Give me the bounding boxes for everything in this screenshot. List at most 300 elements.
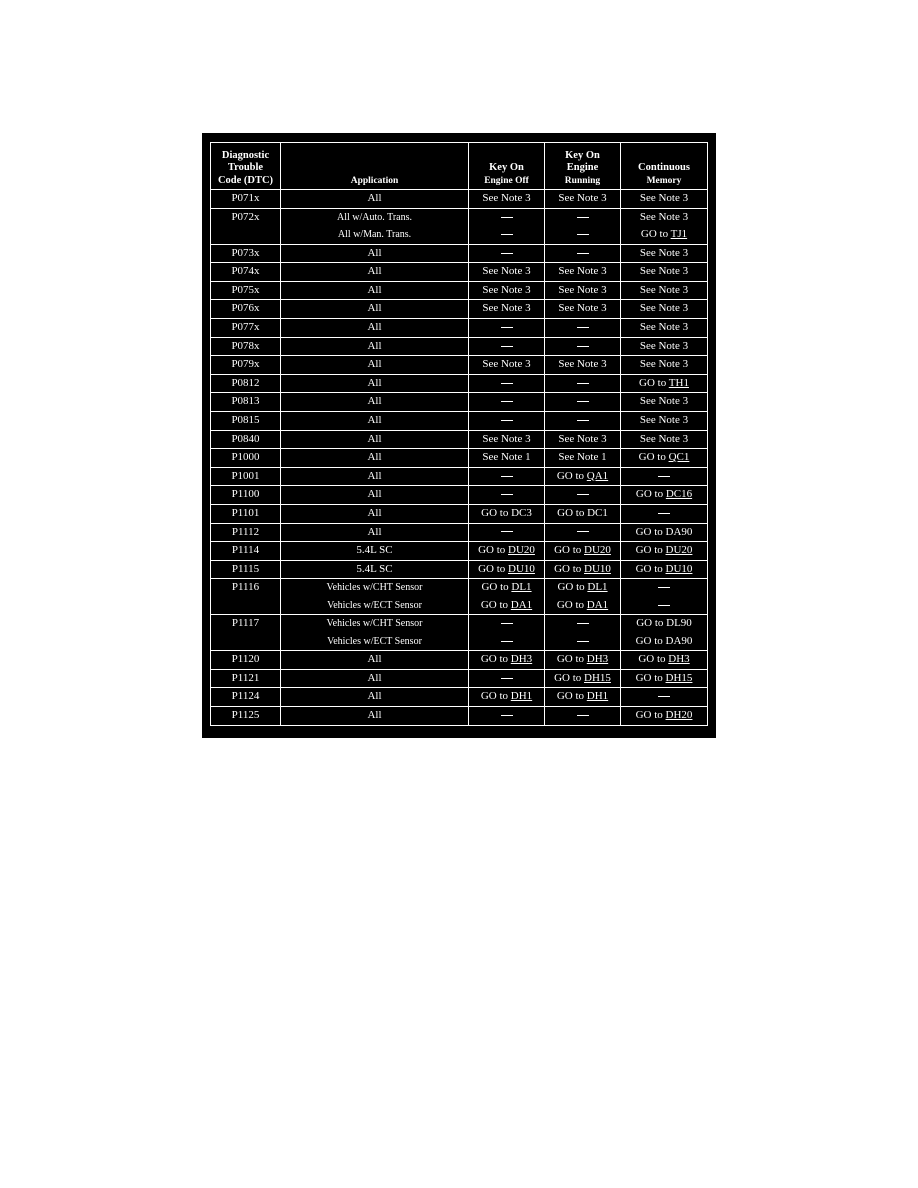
dtc-code: P0840: [211, 430, 281, 449]
mem-cell: [621, 467, 708, 486]
mem-value: See Note 3: [639, 432, 689, 445]
procedure-link-dh15[interactable]: DH15: [665, 671, 693, 684]
koeo-value: GO to DA1: [480, 598, 533, 611]
koeo-value: GO to DH1: [480, 690, 533, 703]
koeo-value: See Note 3: [482, 192, 531, 204]
koer-cell: [545, 208, 621, 244]
mem-value: See Note 3: [639, 283, 689, 296]
app-value: Vehicles w/ECT Sensor: [327, 599, 422, 611]
koeo-value: [501, 395, 513, 407]
koeo-value: See Note 1: [482, 451, 531, 464]
app-cell: [281, 542, 469, 561]
dtc-code: P1124: [211, 688, 281, 707]
app-cell: [281, 560, 469, 579]
koer-cell: [545, 411, 621, 430]
mem-value: GO to DC16: [635, 488, 693, 501]
app-value: All: [367, 469, 382, 482]
app-value: All w/Auto. Trans.: [336, 211, 412, 223]
procedure-link-du20[interactable]: DU20: [665, 544, 693, 557]
koeo-cell: [469, 467, 545, 486]
koer-cell: [545, 486, 621, 505]
mem-cell: [621, 688, 708, 707]
koer-cell: [545, 318, 621, 337]
koer-value: GO to DC1: [557, 506, 608, 519]
procedure-link-qa1[interactable]: QA1: [586, 469, 609, 482]
koer-cell: [545, 579, 621, 615]
dash-mark: [501, 476, 513, 477]
koeo-value: [501, 526, 513, 538]
app-value: Vehicles w/ECT Sensor: [327, 635, 422, 647]
koeo-cell: [469, 356, 545, 375]
procedure-link-dl1[interactable]: DL1: [511, 581, 532, 594]
mem-cell: [621, 523, 708, 542]
table-row: [211, 688, 708, 707]
procedure-link-dh3[interactable]: DH3: [668, 653, 690, 666]
app-value: All: [367, 709, 382, 722]
koer-value: [547, 633, 618, 651]
mem-value: See Note 3: [639, 246, 689, 259]
koeo-value: See Note 3: [482, 432, 531, 445]
koer-cell: [545, 300, 621, 319]
koeo-cell: [469, 504, 545, 523]
mem-value: GO to DA90: [635, 634, 693, 647]
header-dtc: Diagnostic Trouble Code (DTC): [211, 143, 281, 190]
dash-mark: [577, 234, 589, 235]
table-row: [211, 579, 708, 615]
dtc-code: P1116: [211, 579, 281, 615]
dash-mark: [577, 401, 589, 402]
koeo-value: GO to DL1: [481, 581, 532, 594]
mem-cell: [621, 504, 708, 523]
dtc-code: P1100: [211, 486, 281, 505]
koeo-value: [501, 470, 513, 482]
mem-value: GO to DH3: [638, 653, 690, 666]
mem-value: See Note 3: [639, 302, 689, 315]
koer-value: GO to DH15: [554, 671, 611, 684]
koer-value: GO to DU10: [554, 562, 611, 575]
app-value: All: [367, 506, 382, 519]
mem-value: [623, 579, 705, 597]
koeo-value: [471, 226, 542, 244]
dtc-table-panel: [202, 133, 716, 738]
dtc-code: P079x: [211, 356, 281, 375]
koer-cell: [545, 430, 621, 449]
mem-value: GO to DH20: [635, 709, 693, 722]
procedure-link-du10[interactable]: DU10: [584, 562, 611, 575]
mem-cell: [621, 651, 708, 670]
app-cell: [281, 356, 469, 375]
table-row: [211, 411, 708, 430]
app-value: All: [367, 265, 382, 278]
koer-cell: [545, 449, 621, 468]
table-row: [211, 300, 708, 319]
procedure-link-dh1[interactable]: DH1: [510, 690, 533, 703]
koeo-cell: [469, 560, 545, 579]
koeo-value: [501, 488, 513, 500]
mem-value: See Note 3: [639, 192, 689, 204]
koeo-value: See Note 3: [482, 283, 531, 296]
header-koeo: Key On Engine Off: [469, 143, 545, 190]
mem-value: [658, 507, 670, 519]
mem-cell: [621, 393, 708, 412]
dash-mark: [501, 217, 513, 218]
app-cell: [281, 393, 469, 412]
koeo-cell: [469, 337, 545, 356]
app-cell: [281, 579, 469, 615]
mem-cell: [621, 281, 708, 300]
dash-mark: [501, 383, 513, 384]
dtc-code: P1121: [211, 669, 281, 688]
koeo-cell: [469, 669, 545, 688]
mem-value: GO to TJ1: [640, 228, 688, 241]
table-row: [211, 669, 708, 688]
koer-cell: [545, 615, 621, 651]
koer-cell: [545, 504, 621, 523]
mem-value: GO to DU20: [635, 544, 693, 557]
app-value: All: [367, 413, 382, 426]
app-cell: [281, 486, 469, 505]
dash-mark: [658, 513, 670, 514]
header-application: Application: [281, 143, 469, 190]
koer-value: See Note 3: [558, 192, 607, 204]
app-value: All: [367, 690, 382, 703]
procedure-link-dh20[interactable]: DH20: [665, 709, 693, 722]
app-cell: [281, 707, 469, 726]
app-value: 5.4L SC: [356, 544, 393, 557]
app-cell: [281, 337, 469, 356]
dash-mark: [577, 383, 589, 384]
koeo-value: [471, 633, 542, 651]
dtc-code: P1112: [211, 523, 281, 542]
app-cell: [281, 615, 469, 651]
header-koer: Key On Engine Running: [545, 143, 621, 190]
dash-mark: [658, 476, 670, 477]
table-row: [211, 651, 708, 670]
mem-cell: [621, 615, 708, 651]
app-value: All: [367, 376, 382, 389]
app-value: All: [367, 302, 382, 315]
app-cell: [281, 208, 469, 244]
dash-mark: [501, 420, 513, 421]
dash-mark: [501, 327, 513, 328]
mem-value: See Note 3: [639, 339, 689, 352]
mem-cell: [621, 669, 708, 688]
mem-value: [658, 470, 670, 482]
dtc-code: P1120: [211, 651, 281, 670]
app-cell: [281, 523, 469, 542]
dash-mark: [501, 401, 513, 402]
app-value: Vehicles w/CHT Sensor: [326, 582, 423, 594]
koer-cell: [545, 374, 621, 393]
mem-value: See Note 3: [639, 320, 689, 333]
table-row: [211, 281, 708, 300]
dtc-code: P074x: [211, 263, 281, 282]
app-value: All: [367, 395, 382, 408]
mem-cell: [621, 560, 708, 579]
table-row: [211, 523, 708, 542]
dtc-code: P0812: [211, 374, 281, 393]
koer-cell: [545, 651, 621, 670]
app-value: 5.4L SC: [356, 562, 393, 575]
app-value: All: [367, 246, 382, 259]
table-row: [211, 356, 708, 375]
koeo-value: See Note 3: [482, 265, 531, 278]
koeo-value: GO to DH3: [480, 653, 533, 666]
dash-mark: [577, 253, 589, 254]
koer-value: [547, 209, 618, 227]
koer-cell: [545, 707, 621, 726]
koeo-cell: [469, 523, 545, 542]
procedure-link-du20[interactable]: DU20: [508, 544, 535, 557]
koer-value: [577, 377, 589, 389]
koeo-cell: [469, 615, 545, 651]
mem-cell: [621, 707, 708, 726]
mem-cell: [621, 244, 708, 263]
koer-cell: [545, 190, 621, 209]
procedure-link-da1[interactable]: DA1: [586, 598, 609, 611]
koer-cell: [545, 688, 621, 707]
koer-value: GO to DU20: [554, 544, 611, 557]
mem-value: GO to TH1: [639, 376, 689, 389]
dash-mark: [577, 494, 589, 495]
procedure-link-th1[interactable]: TH1: [668, 376, 689, 389]
mem-value: GO to DU10: [635, 562, 693, 575]
koer-cell: [545, 244, 621, 263]
koer-value: [577, 526, 589, 538]
koeo-cell: [469, 393, 545, 412]
table-header-row: [211, 143, 708, 190]
dash-mark: [577, 346, 589, 347]
mem-value: [623, 597, 705, 615]
koeo-cell: [469, 651, 545, 670]
koeo-value: See Note 3: [482, 302, 531, 315]
koer-value: [577, 488, 589, 500]
mem-cell: [621, 337, 708, 356]
table-row: [211, 208, 708, 244]
koer-value: See Note 3: [558, 302, 607, 315]
mem-value: GO to DH15: [635, 671, 693, 684]
mem-cell: [621, 542, 708, 561]
dash-mark: [501, 253, 513, 254]
koer-cell: [545, 393, 621, 412]
dash-mark: [501, 715, 513, 716]
table-row: [211, 318, 708, 337]
koeo-value: GO to DC3: [481, 506, 532, 519]
app-value: All: [367, 320, 382, 333]
procedure-link-qc1[interactable]: QC1: [668, 451, 690, 464]
table-row: [211, 190, 708, 209]
dtc-code: P075x: [211, 281, 281, 300]
app-value: All: [367, 432, 382, 445]
koer-value: [577, 340, 589, 352]
koer-value: [547, 226, 618, 244]
dtc-code: P078x: [211, 337, 281, 356]
koer-value: See Note 3: [558, 265, 607, 278]
mem-cell: [621, 430, 708, 449]
dash-mark: [501, 346, 513, 347]
mem-cell: [621, 190, 708, 209]
app-cell: [281, 467, 469, 486]
table-row: [211, 449, 708, 468]
table-row: [211, 504, 708, 523]
koeo-value: [501, 321, 513, 333]
app-cell: [281, 411, 469, 430]
app-value: All: [367, 283, 382, 296]
mem-value: See Note 3: [639, 358, 689, 371]
mem-value: [658, 690, 670, 702]
koer-value: See Note 3: [558, 358, 607, 371]
app-cell: [281, 281, 469, 300]
koeo-cell: [469, 244, 545, 263]
table-row: [211, 263, 708, 282]
table-row: [211, 615, 708, 651]
koer-value: See Note 1: [558, 451, 607, 464]
koer-cell: [545, 523, 621, 542]
mem-cell: [621, 300, 708, 319]
table-row: [211, 393, 708, 412]
table-row: [211, 244, 708, 263]
mem-cell: [621, 263, 708, 282]
dtc-code: P1125: [211, 707, 281, 726]
app-cell: [281, 449, 469, 468]
koer-value: GO to DH3: [556, 653, 609, 666]
koeo-cell: [469, 707, 545, 726]
koer-cell: [545, 669, 621, 688]
koeo-cell: [469, 318, 545, 337]
table-row: [211, 337, 708, 356]
procedure-link-tj1[interactable]: TJ1: [670, 228, 688, 241]
mem-cell: [621, 318, 708, 337]
dtc-code: P077x: [211, 318, 281, 337]
dash-mark: [658, 696, 670, 697]
dash-mark: [501, 641, 513, 642]
dtc-code: P076x: [211, 300, 281, 319]
koeo-cell: [469, 374, 545, 393]
app-value: Vehicles w/CHT Sensor: [326, 618, 423, 630]
header-continuous-memory: Continuous Memory: [621, 143, 708, 190]
app-value: All: [367, 488, 382, 501]
koer-cell: [545, 263, 621, 282]
mem-cell: [621, 486, 708, 505]
koer-value: [577, 247, 589, 259]
koer-value: [577, 709, 589, 721]
table-row: [211, 430, 708, 449]
table-row: [211, 467, 708, 486]
procedure-link-dh3[interactable]: DH3: [510, 653, 533, 666]
procedure-link-du10[interactable]: DU10: [508, 562, 535, 575]
koeo-cell: [469, 190, 545, 209]
koeo-cell: [469, 281, 545, 300]
app-cell: [281, 430, 469, 449]
dash-mark: [577, 623, 589, 624]
procedure-link-dl1[interactable]: DL1: [587, 581, 608, 594]
koeo-cell: [469, 411, 545, 430]
mem-value: See Note 3: [639, 395, 689, 408]
mem-value: See Note 3: [639, 210, 689, 223]
app-value: All: [367, 653, 382, 666]
dtc-code: P1117: [211, 615, 281, 651]
koeo-cell: [469, 486, 545, 505]
koeo-value: [471, 615, 542, 633]
procedure-link-du20[interactable]: DU20: [584, 544, 611, 557]
koeo-cell: [469, 208, 545, 244]
koer-cell: [545, 356, 621, 375]
koer-value: GO to DA1: [556, 598, 609, 611]
koeo-value: [471, 209, 542, 227]
app-value: All: [367, 358, 382, 371]
mem-value: See Note 3: [639, 265, 689, 278]
dash-mark: [577, 715, 589, 716]
procedure-link-du10[interactable]: DU10: [665, 562, 693, 575]
koer-value: [577, 321, 589, 333]
dash-mark: [577, 327, 589, 328]
koeo-cell: [469, 263, 545, 282]
dtc-code: P072x: [211, 208, 281, 244]
koer-value: GO to QA1: [556, 469, 609, 482]
koeo-cell: [469, 579, 545, 615]
koeo-value: [501, 377, 513, 389]
app-cell: [281, 669, 469, 688]
table-row: [211, 374, 708, 393]
koer-cell: [545, 281, 621, 300]
procedure-link-da1[interactable]: DA1: [510, 598, 533, 611]
dtc-code: P073x: [211, 244, 281, 263]
dash-mark: [577, 531, 589, 532]
app-value: All: [367, 451, 382, 464]
mem-cell: [621, 411, 708, 430]
koeo-value: GO to DU10: [478, 562, 535, 575]
dtc-code: P1101: [211, 504, 281, 523]
koeo-value: GO to DU20: [478, 544, 535, 557]
app-cell: [281, 300, 469, 319]
app-cell: [281, 263, 469, 282]
koeo-cell: [469, 688, 545, 707]
koeo-cell: [469, 542, 545, 561]
koer-value: GO to DH1: [556, 690, 609, 703]
procedure-link-dh3[interactable]: DH3: [586, 653, 609, 666]
koer-value: [547, 615, 618, 633]
table-row: [211, 542, 708, 561]
koeo-cell: [469, 430, 545, 449]
procedure-link-dc16[interactable]: DC16: [665, 488, 693, 501]
koeo-cell: [469, 300, 545, 319]
dtc-code: P1001: [211, 467, 281, 486]
app-cell: [281, 374, 469, 393]
koeo-value: [501, 709, 513, 721]
koer-value: GO to DL1: [557, 581, 608, 594]
dtc-table: [210, 142, 708, 726]
app-cell: [281, 244, 469, 263]
table-row: [211, 707, 708, 726]
dtc-code: P071x: [211, 190, 281, 209]
koer-cell: [545, 337, 621, 356]
mem-cell: [621, 208, 708, 244]
koeo-cell: [469, 449, 545, 468]
dtc-code: P1000: [211, 449, 281, 468]
procedure-link-dh1[interactable]: DH1: [586, 690, 609, 703]
app-cell: [281, 190, 469, 209]
app-value: All: [367, 339, 382, 352]
mem-value: GO to DA90: [635, 525, 693, 538]
procedure-link-dh15[interactable]: DH15: [584, 671, 611, 684]
app-cell: [281, 318, 469, 337]
dtc-code: P0815: [211, 411, 281, 430]
app-value: All w/Man. Trans.: [337, 229, 412, 241]
app-value: All: [367, 525, 382, 538]
koer-value: [577, 414, 589, 426]
dash-mark: [501, 234, 513, 235]
koer-cell: [545, 560, 621, 579]
